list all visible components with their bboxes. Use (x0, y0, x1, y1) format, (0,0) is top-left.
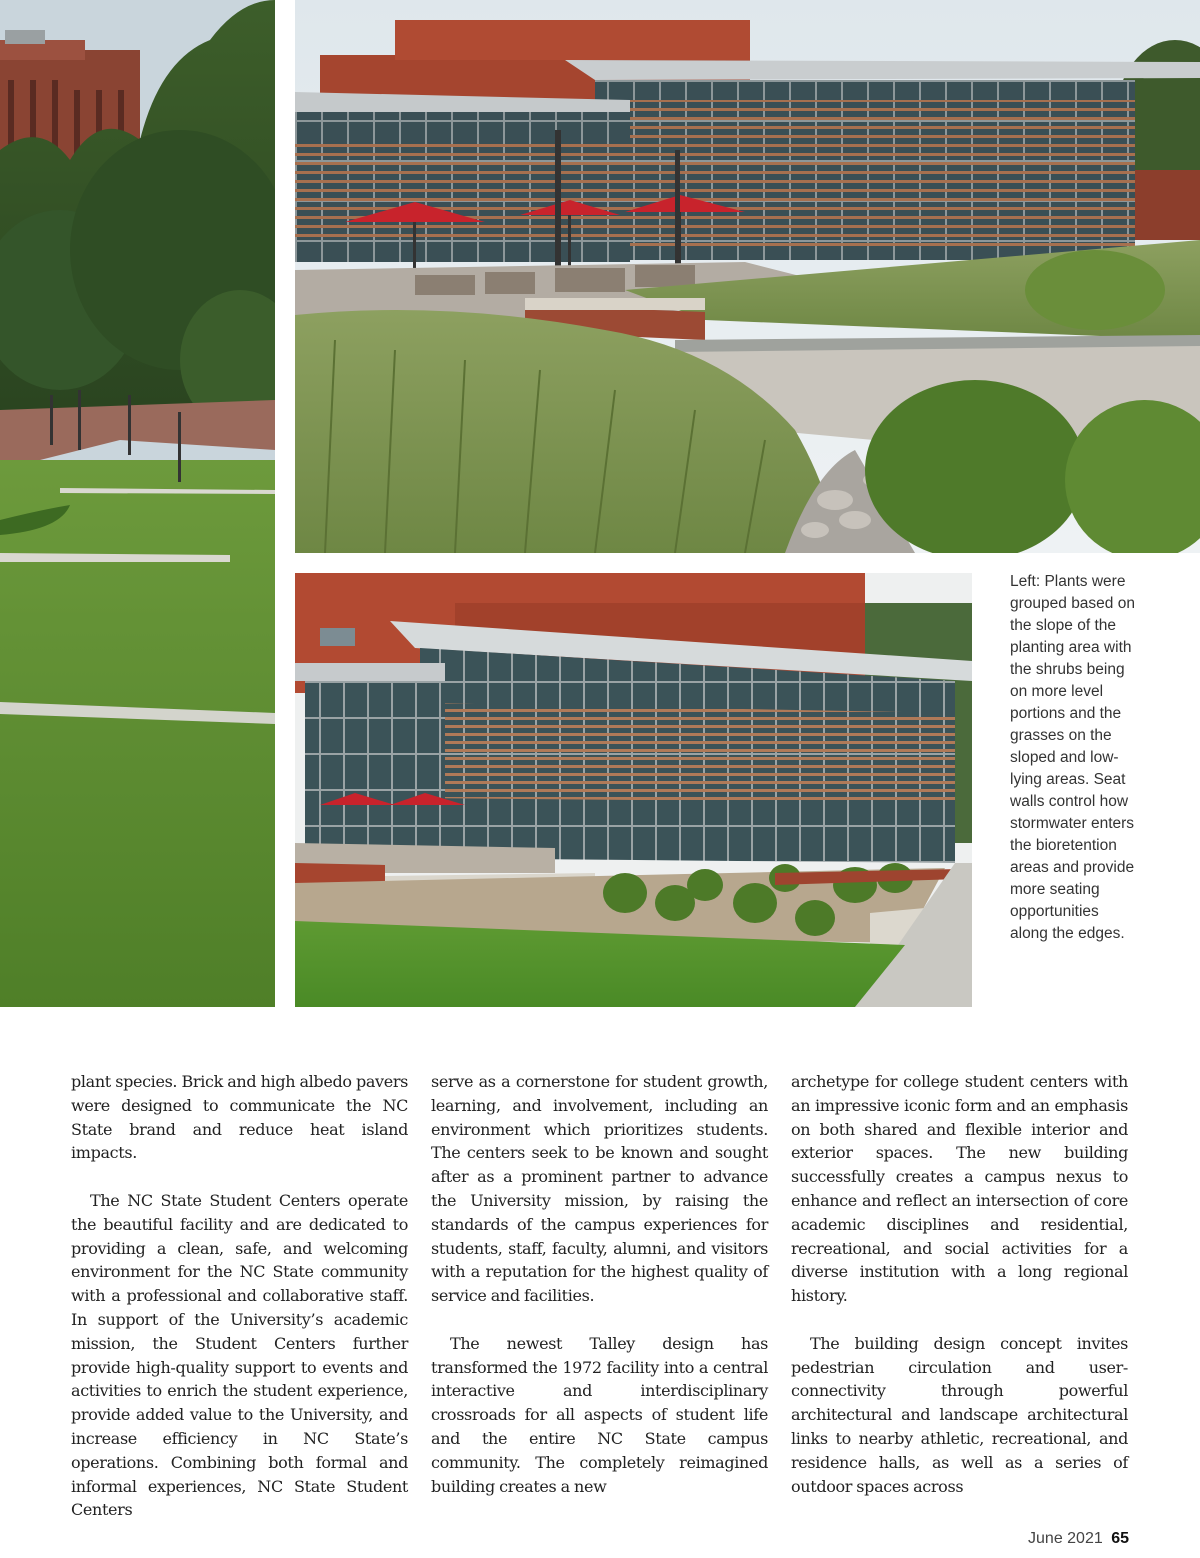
caption-line: stormwater enters (1010, 815, 1135, 832)
caption-line: Left: Plants were (1010, 573, 1126, 590)
article-paragraph: archetype for college student centers with an impressive iconic form and an emphasis on both shared and flexible interior and exterior spaces. The new building successfully creates a campus nexus to enhance and reflect an intersection of core academic disciplines and residential, recreational, and social activities for a diverse institution with a long regional history. (791, 1072, 1128, 1306)
article-paragraph: serve as a cornerstone for student growth, learning, and involvement, including an environment which prioritizes students. The centers seek to be known and sought after as a prominent partner to advance the University mission, by raising the standards of the campus experiences for students, staff, faculty, alumni, and visitors with a reputation for the highest quality of service and facilities. (431, 1072, 768, 1306)
article-paragraph: The newest Talley design has transformed the 1972 facility into a central interactive and interdisciplinary crossroads for all aspects of student life and the entire NC State campus community. The completely reimagined building creates a new (431, 1333, 768, 1496)
article-column-3 (791, 1070, 1128, 1498)
campus-lawn-photo (0, 0, 275, 1007)
caption-line: the slope of the (1010, 617, 1116, 634)
caption-line: along the edges. (1010, 925, 1125, 942)
article-paragraph: plant species. Brick and high albedo pavers were designed to communicate the NC State brand and reduce heat island impacts. (71, 1072, 408, 1163)
caption-line: the shrubs being (1010, 661, 1125, 678)
article-paragraph: The NC State Student Centers operate the beautiful facility and are dedicated to providing a clean, safe, and welcoming environment for the NC State community with a professional and collaborative staff. In support of the University’s academic mission, the Student Centers further provide high-quality support to events and activities to enrich the student experience, provide added value to the University, and increase efficiency in NC State’s operations. Combining both formal and informal experiences, NC State Student Centers (71, 1190, 408, 1520)
article-paragraph: The building design concept invites pedestrian circulation and user-connectivity through powerful architectural and landscape architectural links to nearby athletic, recreational, and residence halls, as well as a series of outdoor spaces across (791, 1333, 1128, 1496)
caption-line: lying areas. Seat (1010, 771, 1126, 788)
caption-line: walls control how (1010, 793, 1129, 810)
caption-line: the bioretention (1010, 837, 1117, 854)
caption-line: grasses on the (1010, 727, 1112, 744)
caption-line: portions and the (1010, 705, 1122, 722)
page-number: 65 (1111, 1530, 1129, 1547)
page-folio (1028, 1530, 1129, 1548)
caption-line: opportunities (1010, 903, 1099, 920)
caption-line: on more level (1010, 683, 1104, 700)
caption-line: sloped and low- (1010, 749, 1119, 766)
caption-line: more seating (1010, 881, 1100, 898)
caption-line: areas and provide (1010, 859, 1135, 876)
building-bioretention-photo (295, 573, 972, 1007)
photo-caption (1010, 571, 1136, 945)
caption-line: grouped based on (1010, 595, 1135, 612)
article-column-2 (431, 1070, 768, 1498)
building-courtyard-photo (295, 0, 1200, 553)
article-column-1 (71, 1070, 408, 1522)
issue-date: June 2021 (1028, 1530, 1103, 1547)
caption-line: planting area with (1010, 639, 1132, 656)
